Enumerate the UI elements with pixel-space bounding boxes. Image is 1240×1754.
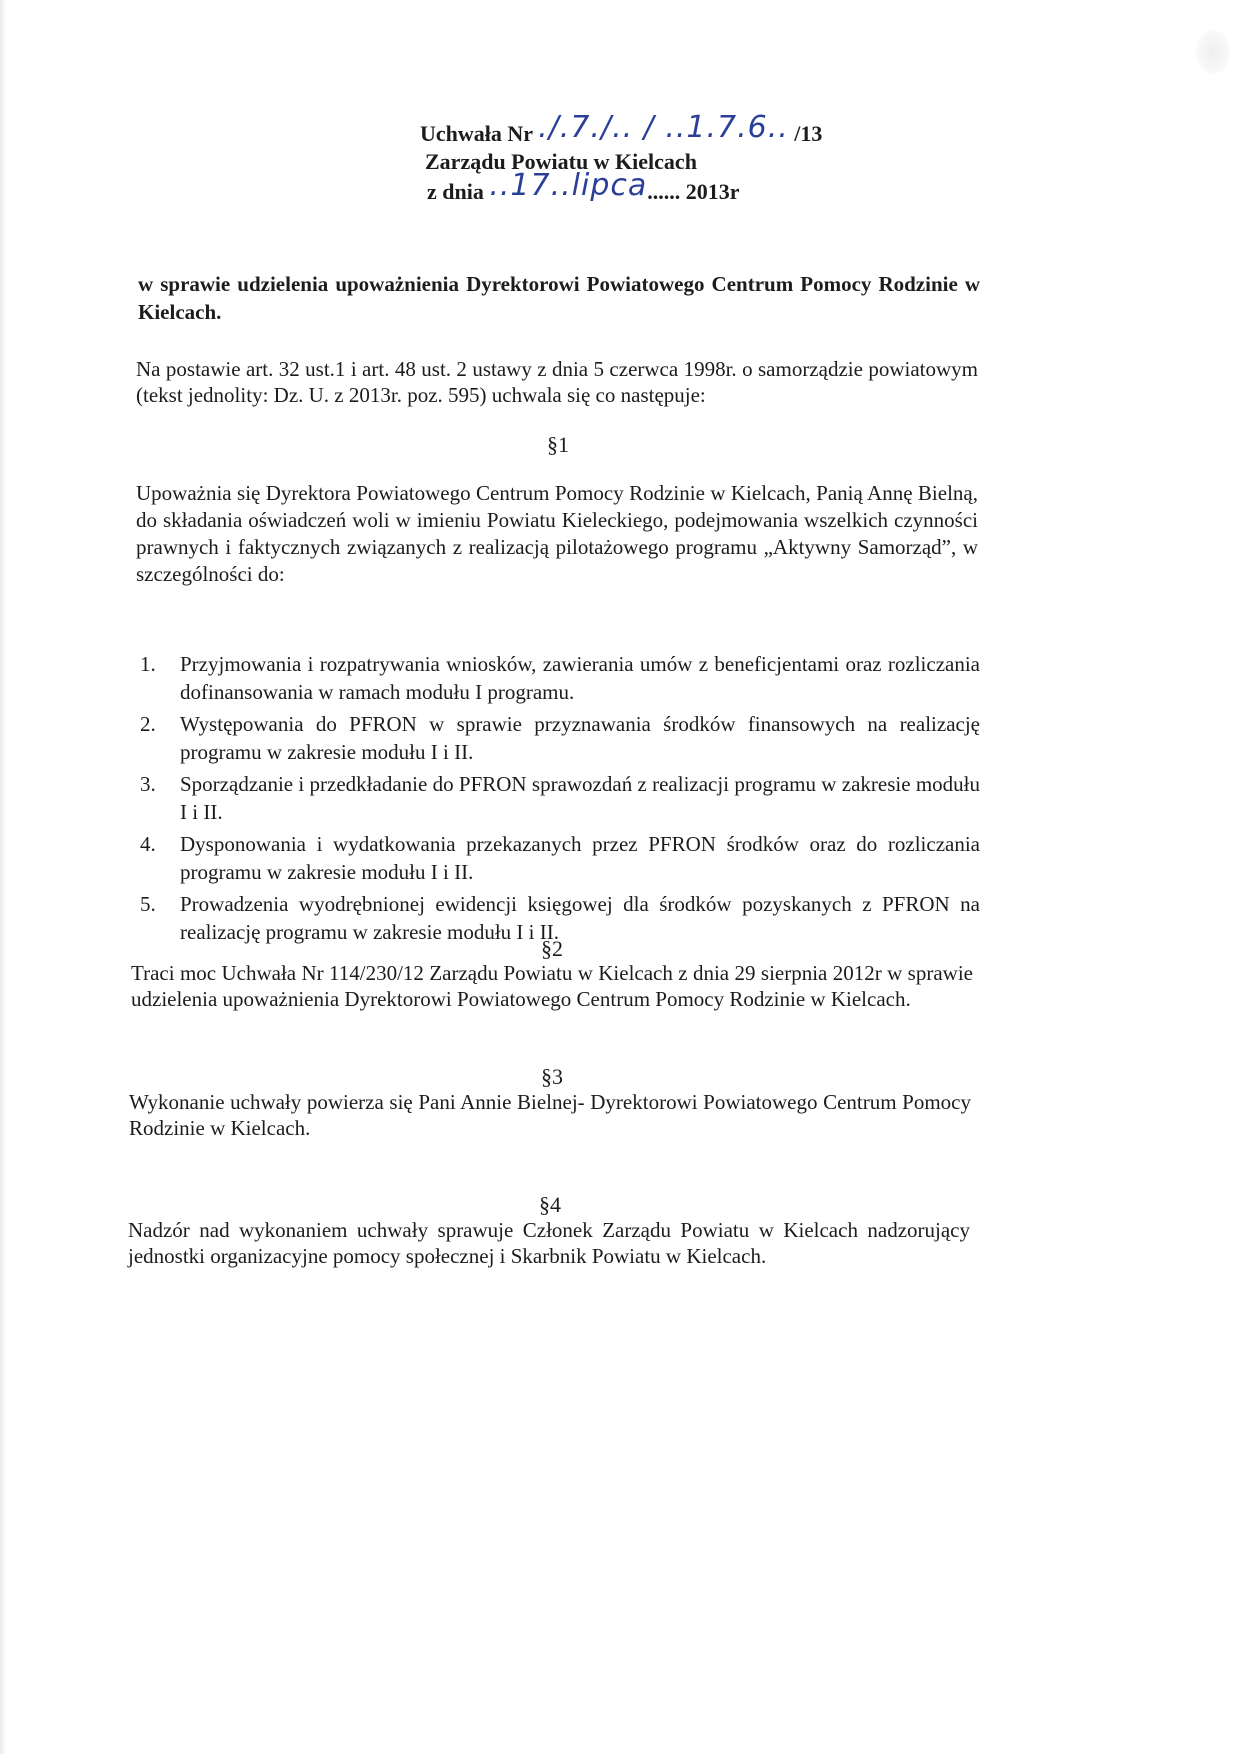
section-2-text: Traci moc Uchwała Nr 114/230/12 Zarządu Powiatu w Kielcach z dnia 29 sierpnia 2012r w sprawie udzielenia upoważnienia Dyrektorowi Powiatowego Centrum Pomocy Rodzinie w Kielcach. <box>131 961 973 1011</box>
date-year: ...... 2013r <box>647 179 740 204</box>
list-item-number: 4. <box>140 832 156 856</box>
list-item-number: 1. <box>140 652 156 676</box>
resolution-header <box>420 110 823 206</box>
list-item-text: Przyjmowania i rozpatrywania wniosków, zawierania umów z beneficjentami oraz rozliczania dofinansowania w ramach modułu I programu. <box>180 652 980 704</box>
list-item-number: 5. <box>140 892 156 916</box>
list-item <box>140 770 980 826</box>
list-item <box>140 710 980 766</box>
resolution-year-suffix: /13 <box>794 121 823 146</box>
section-4-heading: §4 <box>539 1192 561 1217</box>
handwritten-date: ..17..lipca <box>489 168 648 203</box>
section-4-text: Nadzór nad wykonaniem uchwały sprawuje Członek Zarządu Powiatu w Kielcach nadzorujący jednostki organizacyjne pomocy społecznej i Skarbnik Powiatu w Kielcach. <box>128 1218 970 1268</box>
resolution-date-line <box>427 168 820 206</box>
scan-smudge <box>1196 30 1230 74</box>
handwritten-resolution-number: ./.7./.. / ..1.7.6.. <box>538 110 789 145</box>
section-3-heading: §3 <box>541 1064 563 1089</box>
legal-basis: Na postawie art. 32 ust.1 i art. 48 ust. 2 ustawy z dnia 5 czerwca 1998r. o samorządzie powiatowym (tekst jednolity: Dz. U. z 2013r. poz. 595) uchwala się co następuje: <box>136 357 978 407</box>
list-item-text: Prowadzenia wyodrębnionej ewidencji księgowej dla środków pozyskanych z PFRON na realizację programu w zakresie modułu I i II. <box>180 892 980 944</box>
section-1-list <box>140 650 980 950</box>
list-item-text: Sporządzanie i przedkładanie do PFRON sprawozdań z realizacji programu w zakresie modułu I i II. <box>180 772 980 824</box>
section-1-heading: §1 <box>547 432 569 457</box>
date-label: z dnia <box>427 179 484 204</box>
scan-edge <box>0 0 6 1754</box>
issuing-body: Zarządu Powiatu w Kielcach <box>425 149 697 174</box>
resolution-number-line <box>420 110 823 148</box>
section-3-text: Wykonanie uchwały powierza się Pani Annie Bielnej- Dyrektorowi Powiatowego Centrum Pomocy Rodzinie w Kielcach. <box>129 1090 971 1140</box>
list-item-number: 2. <box>140 712 156 736</box>
resolution-number-label: Uchwała Nr <box>420 121 533 146</box>
resolution-subject: w sprawie udzielenia upoważnienia Dyrektorowi Powiatowego Centrum Pomocy Rodzinie w Kielcach. <box>138 272 980 324</box>
list-item <box>140 650 980 706</box>
list-item <box>140 830 980 886</box>
section-1-intro: Upoważnia się Dyrektora Powiatowego Centrum Pomocy Rodzinie w Kielcach, Panią Annę Bielną, do składania oświadczeń woli w imieniu Powiatu Kieleckiego, podejmowania wszelkich czynności prawnych i faktycznych związanych z realizacją pilotażowego programu „Aktywny Samorząd”, w szczególności do: <box>136 481 978 586</box>
list-item-text: Dysponowania i wydatkowania przekazanych przez PFRON środków oraz do rozliczania programu w zakresie modułu I i II. <box>180 832 980 884</box>
section-2-heading: §2 <box>541 936 563 961</box>
list-item-number: 3. <box>140 772 156 796</box>
list-item-text: Występowania do PFRON w sprawie przyznawania środków finansowych na realizację programu w zakresie modułu I i II. <box>180 712 980 764</box>
